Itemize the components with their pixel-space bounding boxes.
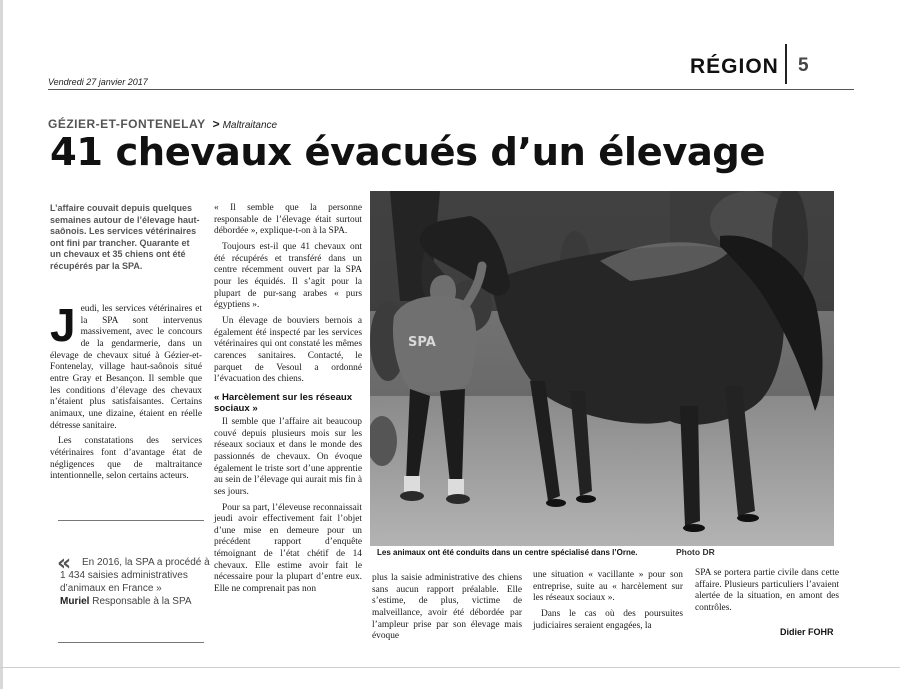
section-title: RÉGION <box>690 55 779 78</box>
kicker-arrow-icon: > <box>212 117 220 131</box>
paragraph: Toujours est-il que 41 chevaux ont été récupérés et transféré dans un centre récemment ouvert par la SPA pour les équidés. Il s’agit pour la plupart de pur-sang arabes « purs égyptiens ». <box>214 241 362 311</box>
article-column-2 <box>214 203 362 600</box>
photo-shirt-text: SPA <box>408 335 436 350</box>
pull-quote <box>60 557 210 609</box>
paragraph: plus la saisie administrative des chiens sans aucun rapport préalable. Elle s’estime, de plus, victime de malveillance, avoir été débordée par l’ampleur prise par son élevage mais évoque <box>372 573 522 642</box>
article-column-3 <box>372 573 522 647</box>
paragraph: une situation « vacillante » pour son entreprise, suite au « harcèlement sur les réseaux sociaux ». <box>533 570 683 604</box>
paragraph: Un élevage de bouviers bernois a également été inspecté par les services vétérinaires qui ont constaté les mêmes carences sanitaires. Contacté, le parquet de Vesoul a ordonné l’évacuation des chiens. <box>214 315 362 385</box>
paragraph: SPA se portera partie civile dans cette affaire. Plusieurs particuliers l’avaient alertée de la situation, en amont des contrôles. <box>695 568 839 613</box>
article-signature: Didier FOHR <box>780 627 834 637</box>
issue-date: Vendredi 27 janvier 2017 <box>48 77 148 87</box>
paragraph: Dans le cas où des poursuites judiciaires seraient engagées, la <box>533 608 683 631</box>
header-rule <box>48 89 854 90</box>
photo-caption: Les animaux ont été conduits dans un centre spécialisé dans l’Orne. <box>377 548 638 557</box>
quote-mark-icon: « <box>57 551 72 576</box>
article-kicker <box>48 117 277 131</box>
paragraph: Jeudi, les services vétérinaires et la SPA sont intervenus massivement, avec le concours de la gendarmerie, dans un élevage de chevaux situé à Gézier-et-Fontenelay, village haut-saônois situé entre Gray et Besançon. Il semble que les conditions d’élevage des chevaux n’étaient plus satisfaisantes. Certains animaux, une dizaine, étaient en réelle détresse sanitaire. <box>50 299 202 431</box>
article-lead: L’affaire couvait depuis quelques semaines autour de l’élevage haut-saônois. Les services vétérinaires ont fini par trancher. Quarante et un chevaux et 35 chiens ont été récupérés par la SPA. <box>50 203 200 271</box>
photo-credit: Photo DR <box>676 547 715 557</box>
scan-edge <box>0 0 3 689</box>
article-column-4 <box>533 570 683 636</box>
drop-cap: J <box>50 299 76 351</box>
page-bottom-rule <box>0 667 900 668</box>
section-divider <box>785 44 787 84</box>
horse-photo-illustration <box>370 191 834 546</box>
page-number: 5 <box>798 55 809 76</box>
paragraph: Il semble que l’affaire ait beaucoup couvé depuis plusieurs mois sur les réseaux sociaux et dans le monde des passionnés de chevaux. On évoque également le triste sort d’une apprentie au sein de l’élevage qui aurait mis fin à ses jours. <box>214 416 362 497</box>
article-headline: 41 chevaux évacués d’un élevage <box>50 130 765 175</box>
kicker-location: GÉZIER-ET-FONTENELAY <box>48 117 206 131</box>
article-column-1 <box>50 299 202 487</box>
quote-bottom-rule <box>58 642 204 643</box>
quote-text: En 2016, la SPA a procédé à 1 434 saisies administratives d’animaux en France » <box>60 557 210 594</box>
kicker-category: Maltraitance <box>222 120 278 131</box>
article-subhead: « Harcèlement sur les réseaux sociaux » <box>214 391 353 414</box>
article-column-5 <box>695 568 839 619</box>
paragraph: Pour sa part, l’éleveuse reconnaissait jeudi avoir effectivement fait l’objet d’une mise en demeure pour un précédent rapport d’enquête témoignant de l’état chétif de 14 chevaux. Elle estime avoir fait le nécessaire pour la plupart d’entre eux. Elle ne comprenait pas non <box>214 502 362 595</box>
quote-author: Muriel Responsable à la SPA <box>60 596 192 608</box>
paragraph: Les constatations des services vétérinaires font d’avantage état de négligences que de maltraitance intentionnelle, selon certains acteurs. <box>50 436 202 482</box>
quote-top-rule <box>58 520 204 521</box>
paragraph: « Il semble que la personne responsable de l’élevage était surtout débordée », explique-t-on à la SPA. <box>214 203 362 237</box>
article-photo <box>370 191 834 546</box>
